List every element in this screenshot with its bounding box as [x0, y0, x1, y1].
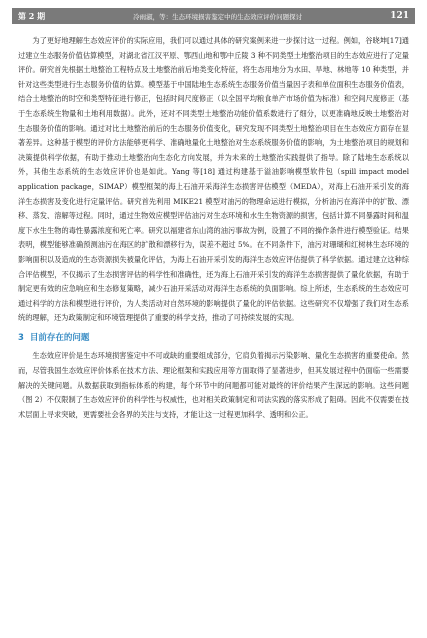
section-number: 3 [18, 332, 24, 343]
section-title-text: 目前存在的问题 [29, 332, 90, 343]
article-body [18, 34, 409, 628]
page-number: 121 [390, 11, 409, 21]
issue-number: 第 2 期 [18, 10, 46, 21]
body-paragraph: 为了更好地理解生态效应评价的实际应用，我们可以通过具体的研究案例来进一步探讨这一过程。例如，谷晓坤[17]通过建立生态服务价值估算模型，对湖北省江汉平原、鄂西山地和鄂中丘陵 3 种不同类型土地整治项目的生态效应进行了定量评价。研究首先根据土地整治工程特点及土地整治前后地类变化特征，将生态用地分为水田、旱地、林地等 10 种类型，并针对这些类型进行生态服务价值的估算。模型基于中国陆地生态系统生态服务价值当量因子表和单位面积生态服务价值表，结合土地整治的时空和类型特征进行修正，包括时间尺度修正（以全国平均粮食单产市场价值为标准）和空间尺度修正（基于生态系统生物量和土地利用数据）。此外，还对不同类型土地整治功能价值系数进行了细分，以更准确地反映土地整治对生态服务价值的影响。通过对比土地整治前后的生态服务价值变化，研究发现不同类型土地整治项目在生态效应方面存在显著差异。这种基于模型的评价方法能够更科学、准确地量化土地整治对生态系统服务价值的影响，为土地整治项目的规划和决策提供科学依据，有助于推动土地整治向生态化方向发展，并为未来的土地整治实践提供了指导。除了陆地生态系统以外，其他生态系统的生态效应评价也是如此。Yang 等[18] 通过构建基于溢油影响模型软件包（spill impact model application package，SIMAP）模型框架的海上石油开采海洋生态损害评估模型（MEDA），对海上石油开采引发的海洋生态损害及变化进行定量评估。研究首先利用 MIKE21 模型对油污的物理命运进行模拟，分析油污在海洋中的扩散、漂移、蒸发、溶解等过程。同时，通过生物效应模型评估油污对生态环境和水生生物资源的损害，包括计算不同暴露时间和温度下水生生物的毒性暴露浓度和死亡率。研究以福建省东山湾的油污事故为例，设置了不同的操作条件进行模型验证。结果表明，模型能够准确预测油污在海区的扩散和漂移行为，误差不超过 5%。在不同条件下，油污对珊瑚和红树林生态环境的影响面积以及造成的生态资源损失被量化评估，为海上石油开采引发的海洋生态效应评估提供了科学依据。通过建立这种综合评估模型，不仅揭示了生态损害评估的科学性和准确性，还为海上石油开采引发的海洋生态损害提供了量化依据，有助于制定更有效的应急响应和生态修复策略，减少石油开采活动对海洋生态系统的负面影响。综上所述，生态系统的生态效应可通过科学的方法和模型进行评价，为人类活动对自然环境的影响提供了量化的评估依据。这些研究不仅增强了我们对生态系统的理解，还为政策制定和环境管理提供了重要的科学支持，推动了可持续发展的实现。 [18, 36, 409, 323]
running-title: 冷雨淑，等：生态环境损害鉴定中的生态效应评价问题探讨 [133, 12, 303, 21]
running-header [12, 8, 415, 24]
body-paragraph: 生态效应评价是生态环境损害鉴定中不可或缺的重要组成部分，它肩负着揭示污染影响、量化生态损害的重要使命。然而，尽管我国生态效应评价体系在技术方法、理论框架和实践应用等方面取得了显著进步，但其发展过程中仍面临一些需要解决的关键问题。从数据获取到指标体系的构建，每个环节中的问题都可能对最终的评价结果产生深远的影响。这些问题（图 2）不仅限制了生态效应评价的科学性与权威性，也对相关政策制定和司法实践的落实形成了阻碍。因此不仅需要在技术层面上寻求突破，更需要社会各界的关注与支持，才能让这一过程更加科学、透明和公正。 [18, 351, 409, 419]
section-heading [18, 331, 409, 346]
